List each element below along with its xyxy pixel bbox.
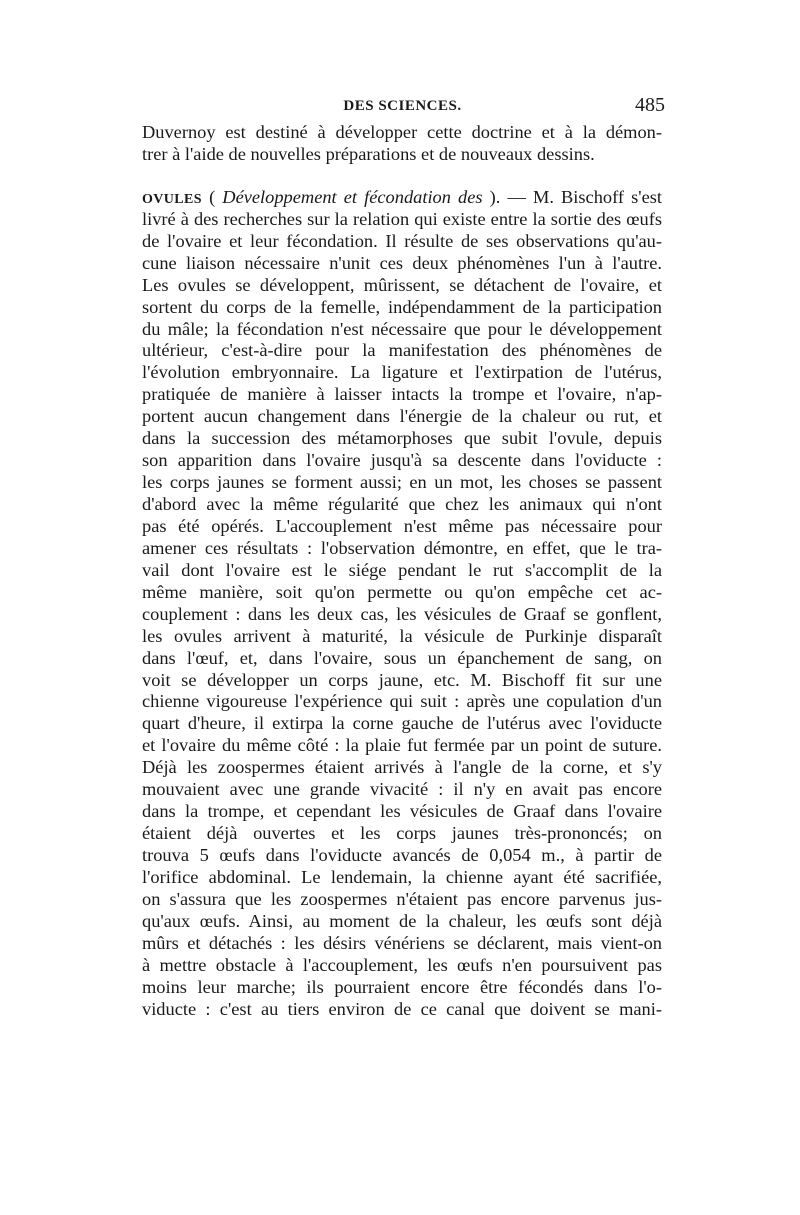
text-line: à mettre obstacle à l'accouplement, les œufs n'en poursuivent pas	[142, 954, 662, 975]
paragraph-1	[142, 122, 662, 166]
page-number: 485	[635, 94, 665, 116]
text-line: Duvernoy est destiné à développer cette doctrine et à la démon-	[142, 122, 662, 142]
text-line: mûrs et détachés : les désirs vénériens se déclarent, mais vient-on	[142, 932, 662, 953]
section-heading: OVULES	[142, 191, 202, 207]
text-line: Déjà les zoospermes étaient arrivés à l'angle de la corne, et s'y	[142, 757, 662, 778]
text-line: sortent du corps de la femelle, indépendamment de la participation	[142, 296, 662, 317]
text-line: étaient déjà ouvertes et les corps jaunes très-prononcés; on	[142, 823, 662, 844]
text-line: même manière, soit qu'on permette ou qu'on empêche cet ac-	[142, 581, 662, 602]
text-line: ultérieur, c'est-à-dire pour la manifestation des phénomènes de	[142, 340, 662, 361]
text-line: chienne vigoureuse l'expérience qui suit : après une copulation d'un	[142, 691, 662, 712]
text-line: trouva 5 œufs dans l'oviducte avancés de 0,054 m., à partir de	[142, 845, 662, 865]
text-line: de l'ovaire et leur fécondation. Il résulte de ses observations qu'au-	[142, 230, 662, 251]
text-line: son apparition dans l'ovaire jusqu'à sa descente dans l'oviducte :	[142, 450, 662, 471]
running-head	[140, 96, 665, 120]
body-text	[142, 122, 662, 1021]
text-line: l'orifice abdominal. Le lendemain, la chienne ayant été sacrifiée,	[142, 866, 662, 887]
text-line: viducte : c'est au tiers environ de ce canal que doivent se mani-	[142, 998, 662, 1019]
heading-open-paren: (	[201, 186, 216, 207]
text-line: les ovules arrivent à maturité, la vésicule de Purkinje disparaît	[142, 625, 662, 646]
heading-subtitle: Développement et fécondation des	[215, 186, 490, 207]
text-line: quart d'heure, il extirpa la corne gauche de l'utérus avec l'oviducte	[142, 713, 662, 734]
text-line: livré à des recherches sur la relation qui existe entre la sortie des œufs	[142, 208, 662, 229]
text-line: d'abord avec la même régularité que chez les animaux qui n'ont	[142, 494, 662, 514]
text-line: Les ovules se développent, mûrissent, se détachent de l'ovaire, et	[142, 274, 662, 295]
text-line: mouvaient avec une grande vivacité : il n'y en avait pas encore	[142, 779, 662, 800]
text-line: portent aucun changement dans l'énergie de la chaleur ou rut, et	[142, 406, 662, 427]
text-line: couplement : dans les deux cas, les vésicules de Graaf se gonflent,	[142, 603, 662, 624]
text-line: vail dont l'ovaire est le siége pendant le rut s'accomplit de la	[142, 559, 662, 580]
text-line: pratiquée de manière à laisser intacts la trompe et l'ovaire, n'ap-	[142, 384, 662, 405]
running-title: DES SCIENCES.	[343, 98, 462, 114]
text-line: dans la trompe, et cependant les vésicules de Graaf dans l'ovaire	[142, 801, 662, 822]
text-line: dans la succession des métamorphoses que subit l'ovule, depuis	[142, 428, 662, 449]
text-line: et l'ovaire du même côté : la plaie fut fermée par un point de suture.	[142, 735, 662, 756]
text-line: amener ces résultats : l'observation démontre, en effet, que le tra-	[142, 537, 662, 558]
text-line: les corps jaunes se forment aussi; en un mot, les choses se passent	[142, 472, 662, 493]
text-line: on s'assura que les zoospermes n'étaient pas encore parvenus jus-	[142, 888, 662, 909]
text-line: moins leur marche; ils pourraient encore être fécondés dans l'o-	[142, 976, 662, 997]
text-line: cune liaison nécessaire n'unit ces deux phénomènes l'un à l'autre.	[142, 252, 662, 273]
heading-line	[142, 187, 662, 209]
heading-line-rest: — M. Bischoff s'est	[500, 186, 662, 207]
heading-close-paren: ).	[489, 186, 501, 207]
text-line: qu'aux œufs. Ainsi, au moment de la chaleur, les œufs sont déjà	[142, 910, 662, 931]
text-line: l'évolution embryonnaire. La ligature et l'extirpation de l'utérus,	[142, 362, 662, 383]
text-line: trer à l'aide de nouvelles préparations et de nouveaux dessins.	[142, 143, 595, 164]
paragraph-2	[142, 187, 662, 1021]
text-line: voit se développer un corps jaune, etc. M. Bischoff fit sur une	[142, 669, 662, 690]
paragraph-spacer	[142, 166, 662, 187]
text-line: dans l'œuf, et, dans l'ovaire, sous un épanchement de sang, on	[142, 647, 662, 668]
text-line: du mâle; la fécondation n'est nécessaire que pour le développement	[142, 318, 662, 339]
text-line: pas été opérés. L'accouplement n'est même pas nécessaire pour	[142, 515, 662, 536]
